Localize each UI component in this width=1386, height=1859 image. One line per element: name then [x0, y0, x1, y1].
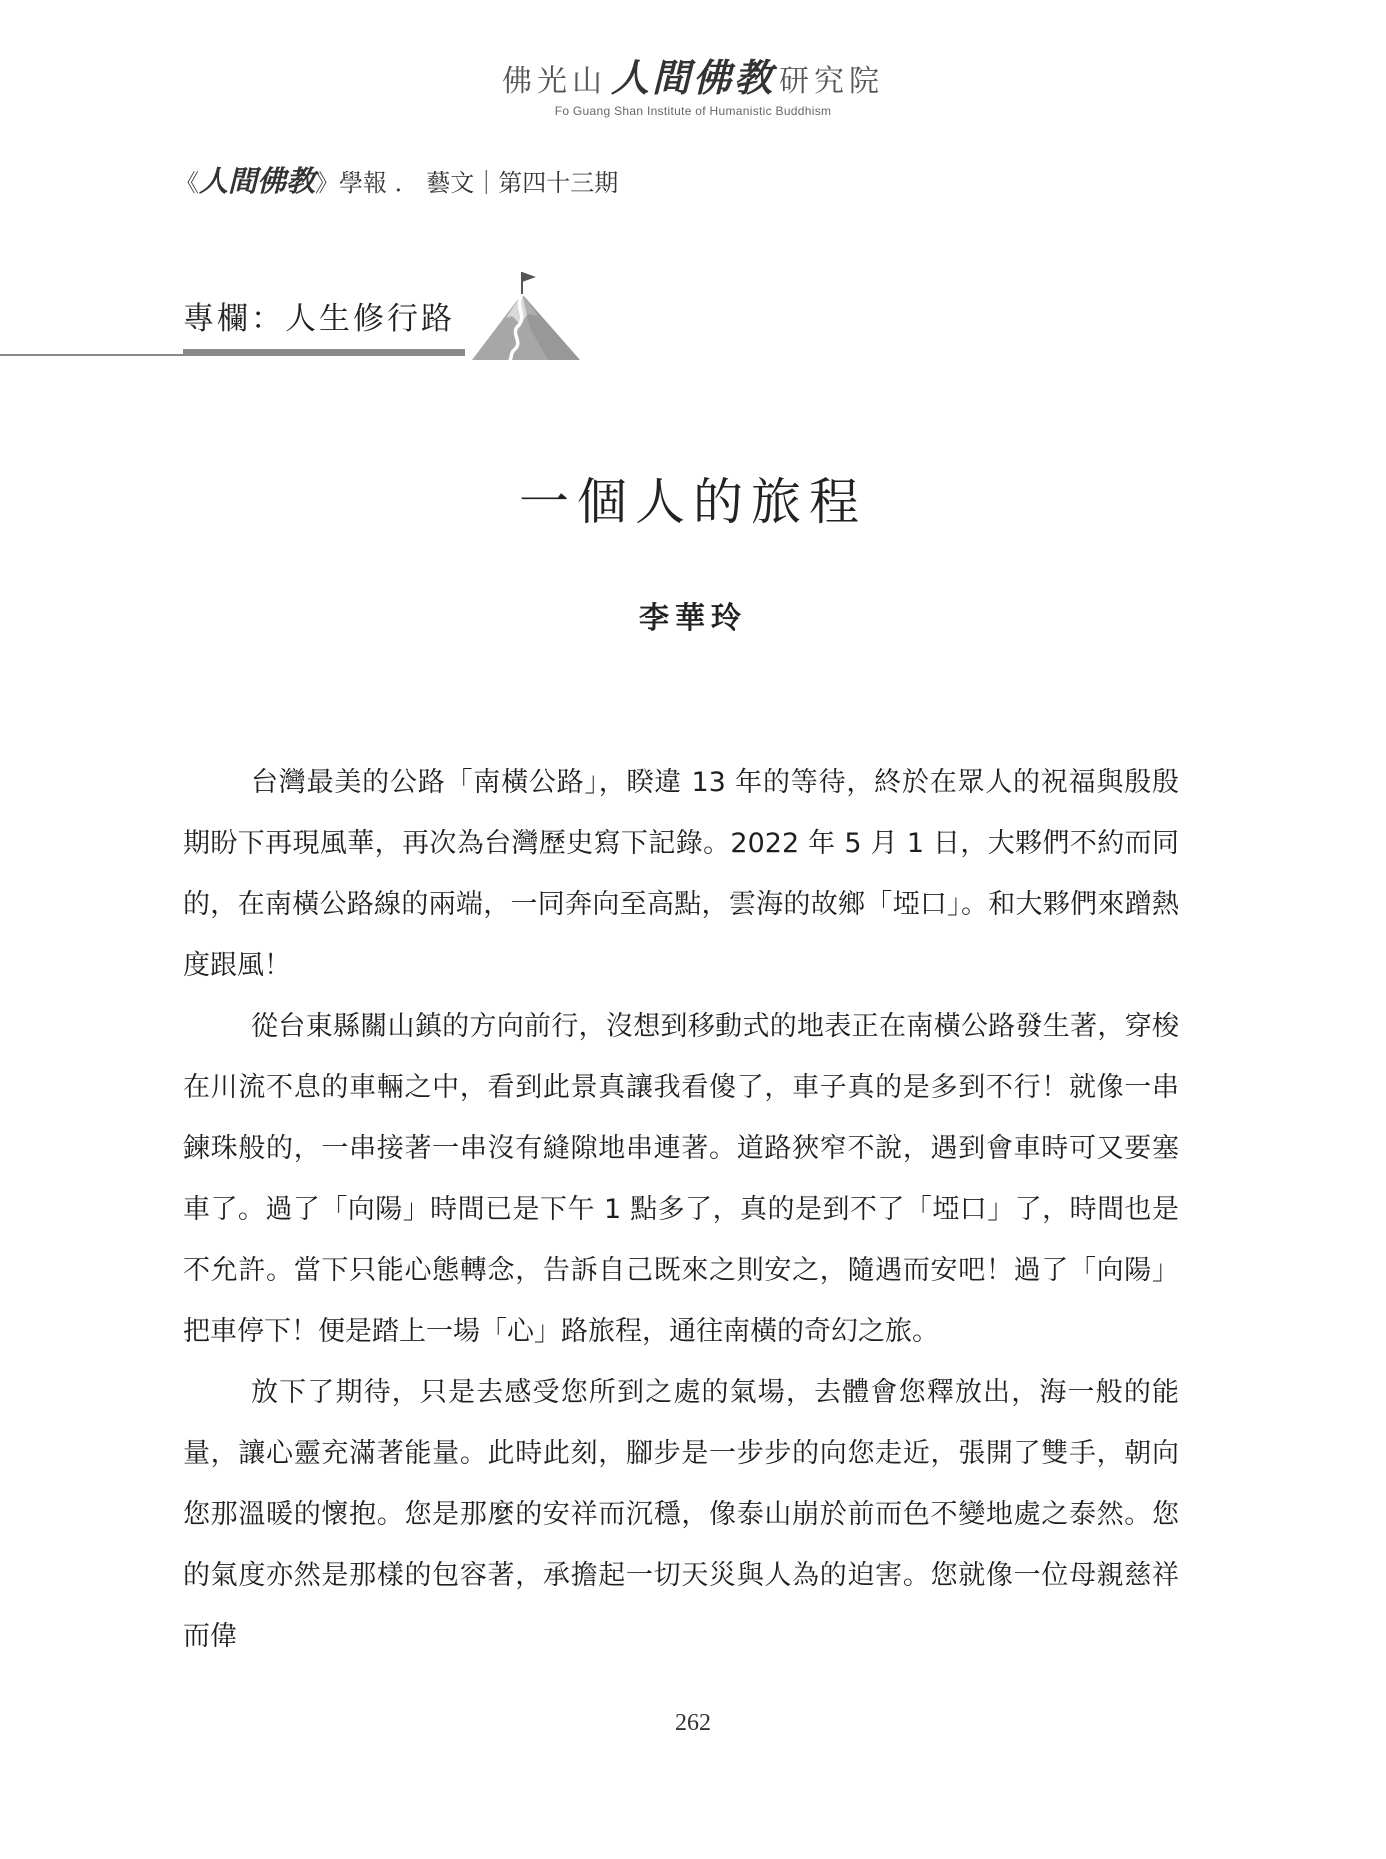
page-number: 262 — [675, 1710, 711, 1736]
institute-suffix: 研究院 — [779, 64, 884, 99]
institute-brand-logo: 人間佛教 — [610, 56, 775, 100]
article-body — [183, 752, 1179, 1667]
institute-english-name: Fo Guang Shan Institute of Humanistic Buddhism — [554, 104, 832, 118]
journal-section: 藝文 — [426, 169, 475, 197]
journal-running-head — [175, 164, 618, 200]
institute-prefix: 佛光山 — [501, 64, 607, 99]
institute-name — [0, 56, 1386, 100]
journal-brand: 人間佛教 — [199, 164, 316, 198]
institute-header — [0, 56, 1386, 118]
body-paragraph: 台灣最美的公路「南橫公路」，睽違 13 年的等待，終於在眾人的祝福與殷殷期盼下再現風華，再次為台灣歷史寫下記錄。2022 年 5 月 1 日，大夥們不約而同的，在南橫公路線的兩端，一同奔向至高點，雲海的故鄉「埡口」。和大夥們來蹭熱度跟風！ — [183, 767, 1179, 981]
journal-separator-bar: ｜ — [474, 169, 499, 197]
journal-issue: 第四十三期 — [498, 169, 619, 197]
body-paragraph: 放下了期待，只是去感受您所到之處的氣場，去體會您釋放出，海一般的能量，讓心靈充滿著能量。此時此刻，腳步是一步步的向您走近，張開了雙手，朝向您那溫暖的懷抱。您是那麼的安祥而沉穩，像泰山崩於前而色不變地處之泰然。您的氣度亦然是那樣的包容著，承擔起一切天災與人為的迫害。您就像一位母親慈祥而偉 — [183, 1377, 1179, 1652]
journal-close-bracket: 》學報 — [315, 169, 388, 197]
article-author: 李華玲 — [639, 601, 747, 636]
column-underline-bar — [183, 349, 465, 356]
column-title: 專欄：人生修行路 — [183, 301, 455, 337]
article-title: 一個人的旅程 — [519, 473, 867, 531]
mountain-flag-icon — [470, 268, 582, 362]
body-paragraph: 從台東縣關山鎮的方向前行，沒想到移動式的地表正在南橫公路發生著，穿梭在川流不息的車輛之中，看到此景真讓我看傻了，車子真的是多到不行！就像一串鍊珠般的，一串接著一串沒有縫隙地串連著。道路狹窄不說，遇到會車時可又要塞車了。過了「向陽」時間已是下午 1 點多了，真的是到不了「埡口」了，時間也是不允許。當下只能心態轉念，告訴自己既來之則安之，隨遇而安吧！過了「向陽」把車停下！便是踏上一場「心」路旅程，通往南橫的奇幻之旅。 — [183, 1011, 1179, 1347]
journal-open-bracket: 《 — [175, 169, 199, 197]
journal-separator-dot: ． — [394, 169, 419, 197]
